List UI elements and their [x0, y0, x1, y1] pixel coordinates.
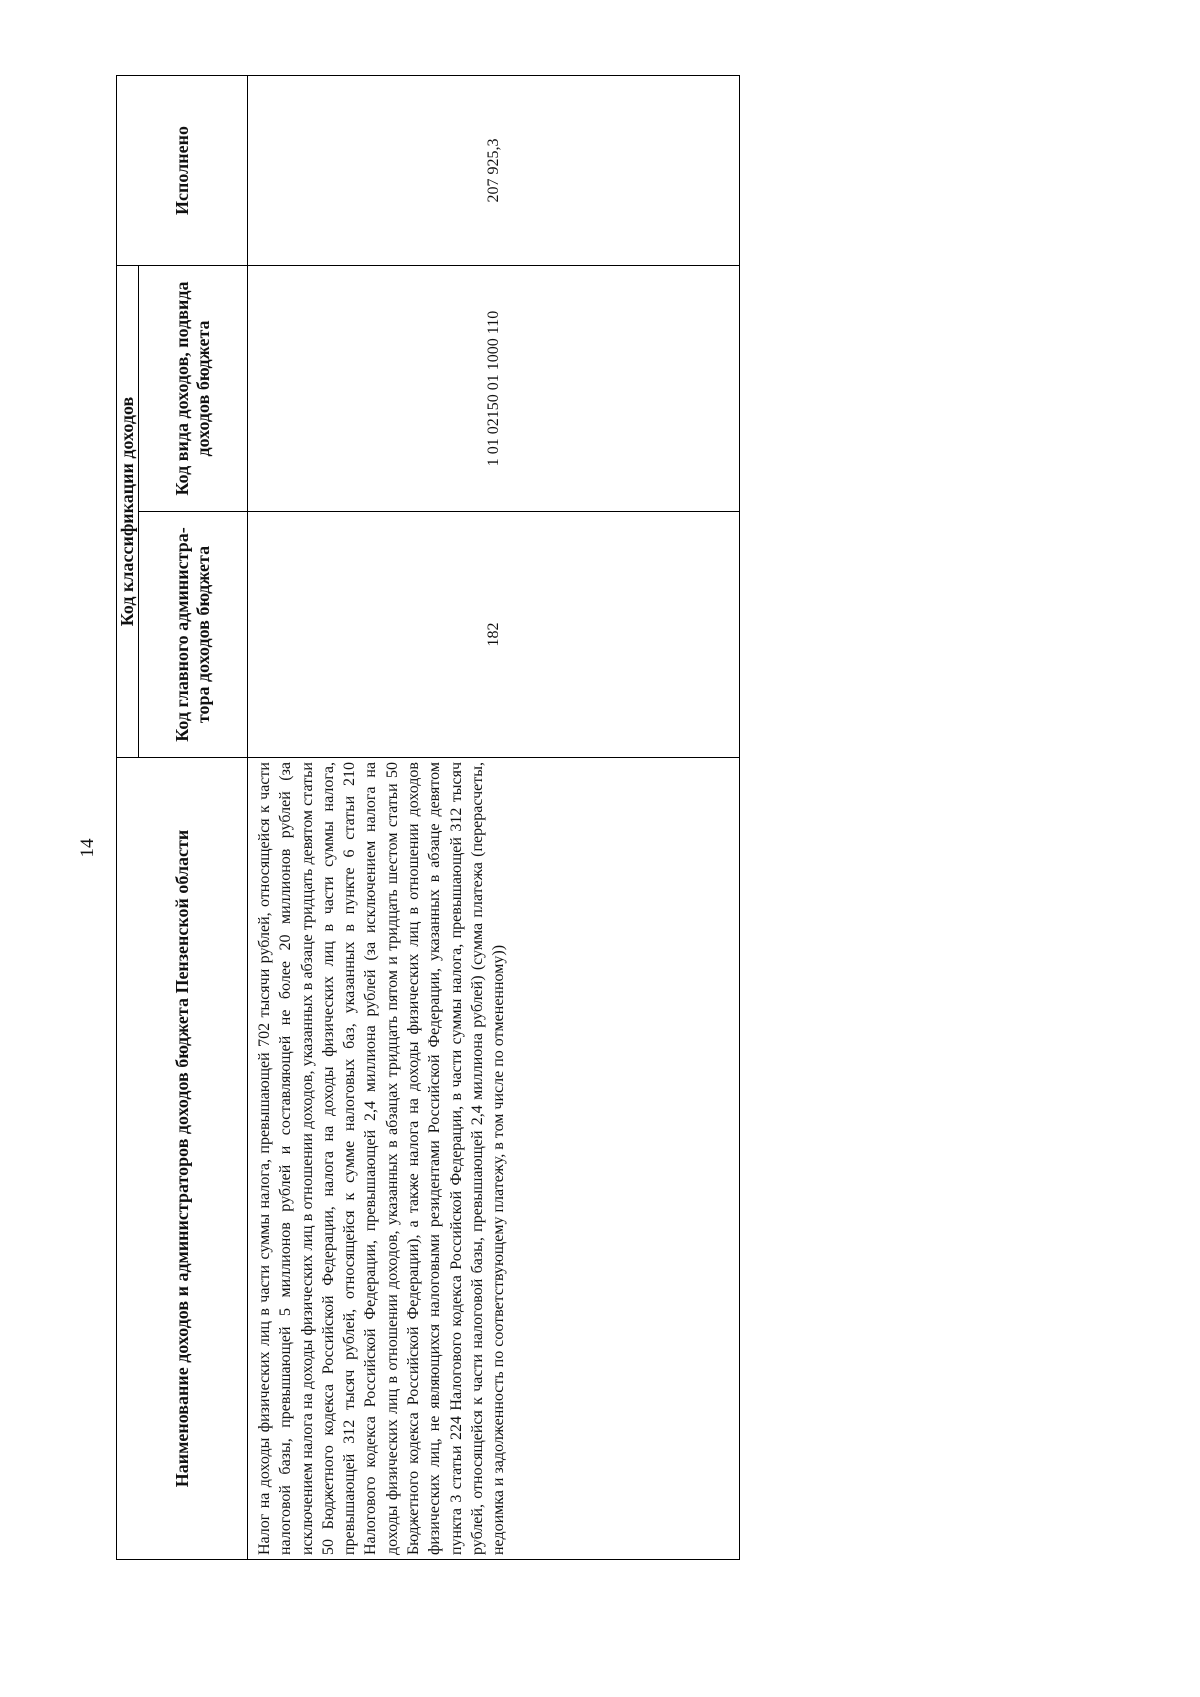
- header-executed: Исполнено: [117, 76, 248, 266]
- header-code-type: Код вида доходов, подвида доходов бюджета: [139, 266, 248, 512]
- revenue-name-cell: Налог на доходы физических лиц в части суммы налога, превышающей 702 тысячи рублей, относящейся к части налоговой базы, превышающей 5 миллионов рублей и составляющей не более 20 миллионов рублей (за исключением налога на доходы физических лиц в отношении доходов, указанных в абзаце тридцать девятом статьи 50 Бюджетного кодекса Российской Федерации, налога на доходы физических лиц в части суммы налога, превышающей 312 тысяч рублей, относящейся к сумме налоговых баз, указанных в пункте 6 статьи 210 Налогового кодекса Российской Федерации, превышающей 2,4 миллиона рублей (за исключением налога на доходы физических лиц в отношении доходов, указанных в абзацах тридцать пятом и тридцать шестом статьи 50 Бюджетного кодекса Российской Федерации), а также налога на доходы физических лиц в отношении доходов физических лиц, не являющихся налоговыми резидентами Российской Федерации, указанных в абзаце девятом пункта 3 статьи 224 Налогового кодекса Российской Федерации, в части суммы налога, превышающей 312 тысяч рублей, относящейся к части налоговой базы, превышающей 2,4 миллиона рублей) (сумма платежа (перерасчеты, недоимка и задолженность по соответствующему платежу, в том числе по отмененному)): [248, 758, 740, 1560]
- header-name: Наименование доходов и администраторов доходов бюджета Пензенской области: [117, 758, 248, 1560]
- executed-cell: 207 925,3: [248, 76, 740, 266]
- rotated-table-container: [116, 76, 740, 1560]
- type-code-cell: 1 01 02150 01 1000 110: [248, 266, 740, 512]
- header-row-1: [117, 76, 139, 1560]
- table-row: [248, 76, 740, 1560]
- admin-code-cell: 182: [248, 512, 740, 758]
- page-number: 14: [77, 838, 98, 858]
- revenue-table: [116, 75, 740, 1560]
- header-code-group: Код классификации доходов: [117, 266, 139, 758]
- header-code-admin: Код главного администра-тора доходов бюджета: [139, 512, 248, 758]
